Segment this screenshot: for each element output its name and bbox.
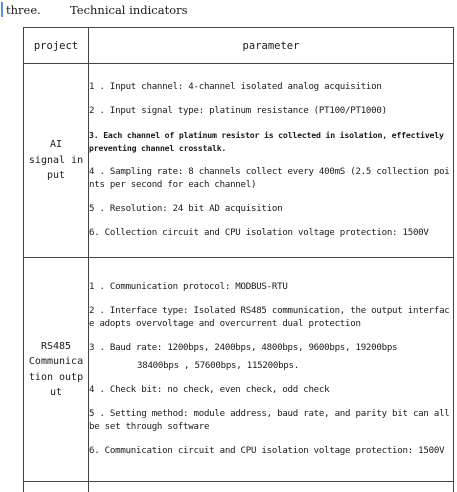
project-line: tion outp bbox=[24, 370, 88, 386]
parameter-item: 1 . Communication protocol: MODBUS-RTU bbox=[89, 281, 453, 294]
parameter-item: 3 . Baud rate: 1200bps, 2400bps, 4800bps, 9600bps, 19200bps bbox=[89, 342, 453, 355]
project-cell-rs485 bbox=[24, 258, 89, 482]
table-row-empty bbox=[24, 482, 454, 492]
parameter-item: 2 . Input signal type: platinum resistance (PT100/PT1000) bbox=[89, 105, 453, 118]
project-line: AI bbox=[24, 137, 88, 153]
table-row-ai-signal-input bbox=[24, 64, 454, 258]
technical-indicators-table bbox=[23, 27, 454, 492]
parameter-cell-rs485 bbox=[89, 258, 454, 482]
project-line: ut bbox=[24, 385, 88, 401]
heading-accent-bar bbox=[1, 2, 3, 17]
table-row-rs485-output bbox=[24, 258, 454, 482]
column-header-parameter: parameter bbox=[89, 28, 454, 64]
parameter-item: 6. Communication circuit and CPU isolation voltage protection: 1500V bbox=[89, 445, 453, 458]
parameter-item: 3. Each channel of platinum resistor is collected in isolation, effectively preventing channel crosstalk. bbox=[89, 129, 453, 155]
parameter-item: 5 . Setting method: module address, baud rate, and parity bit can all be set through software bbox=[89, 408, 453, 434]
project-line: signal in bbox=[24, 153, 88, 169]
table-header-row bbox=[24, 28, 454, 64]
parameter-item: 1 . Input channel: 4-channel isolated analog acquisition bbox=[89, 81, 453, 94]
parameter-cell-ai bbox=[89, 64, 454, 258]
empty-cell bbox=[24, 482, 89, 492]
parameter-item: 2 . Interface type: Isolated RS485 communication, the output interface adopts overvoltage and overcurrent dual protection bbox=[89, 305, 453, 331]
parameter-item: 4 . Sampling rate: 8 channels collect every 400mS (2.5 collection points per second for each channel) bbox=[89, 166, 453, 192]
parameter-item-continuation: 38400bps , 57600bps, 115200bps. bbox=[89, 360, 453, 373]
parameter-item: 6. Collection circuit and CPU isolation voltage protection: 1500V bbox=[89, 227, 453, 240]
section-number: three. bbox=[6, 3, 41, 17]
project-cell-ai bbox=[24, 64, 89, 258]
parameter-item: 4 . Check bit: no check, even check, odd check bbox=[89, 384, 453, 397]
project-line: Communica bbox=[24, 354, 88, 370]
parameter-item: 5 . Resolution: 24 bit AD acquisition bbox=[89, 203, 453, 216]
section-title: Technical indicators bbox=[70, 3, 188, 17]
empty-cell bbox=[89, 482, 454, 492]
section-heading bbox=[0, 0, 457, 22]
column-header-project: project bbox=[24, 28, 89, 64]
project-line: RS485 bbox=[24, 339, 88, 355]
project-line: put bbox=[24, 168, 88, 184]
